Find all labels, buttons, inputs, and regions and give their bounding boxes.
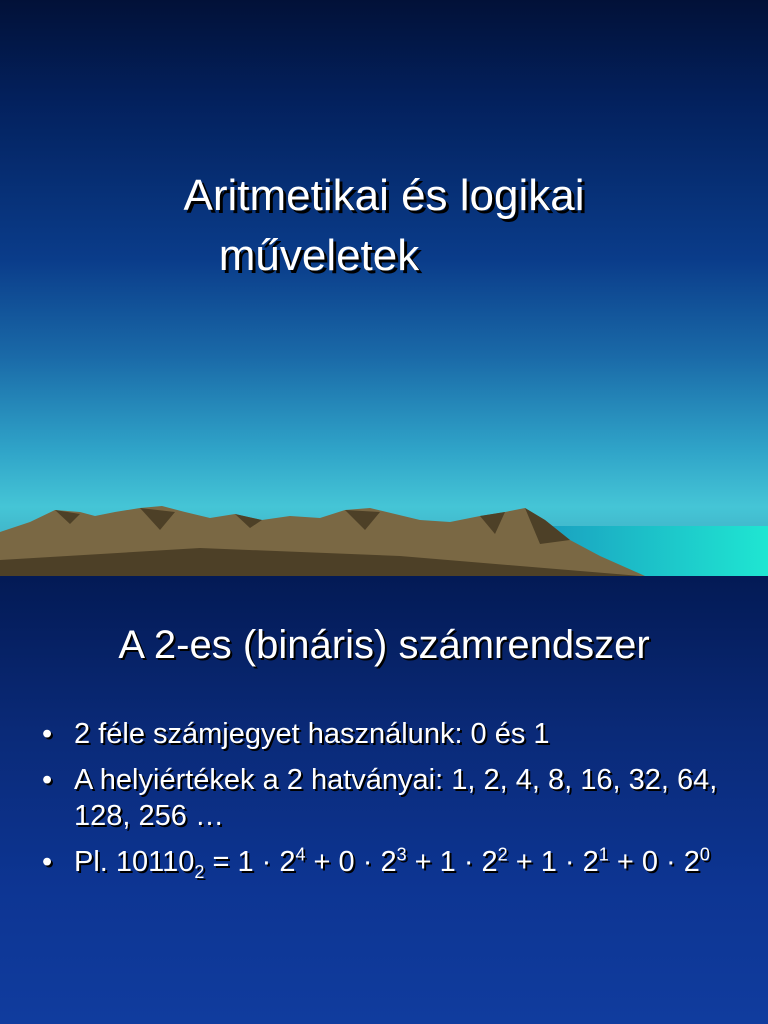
bullet-text: 2 féle számjegyet használunk: 0 és 1 bbox=[74, 718, 550, 750]
slide2-title: A 2-es (bináris) számrendszer bbox=[118, 623, 650, 667]
formula-exponent: 2 bbox=[497, 844, 508, 865]
bullet-item bbox=[42, 844, 742, 880]
bullet-dot: • bbox=[42, 846, 53, 878]
slide-title-line2: műveletek bbox=[218, 231, 420, 280]
formula-part: + 0 · 2 bbox=[608, 846, 700, 878]
bullet-item bbox=[42, 762, 742, 834]
formula-part: Pl. 10110 bbox=[74, 846, 195, 878]
formula-exponent: 4 bbox=[295, 844, 306, 865]
formula-subscript: 2 bbox=[194, 861, 205, 882]
bullet-item bbox=[42, 716, 742, 752]
formula-exponent: 0 bbox=[699, 844, 710, 865]
bullet-text: A helyiértékek a 2 hatványai: 1, 2, 4, 8, 16, 32, 64, 128, 256 … bbox=[74, 764, 718, 832]
formula-part: + 1 · 2 bbox=[507, 846, 599, 878]
formula-part: + 1 · 2 bbox=[406, 846, 498, 878]
bullet-dot: • bbox=[42, 764, 53, 796]
formula-part: + 0 · 2 bbox=[305, 846, 397, 878]
formula-part: = 1 · 2 bbox=[204, 846, 296, 878]
formula-exponent: 3 bbox=[396, 844, 407, 865]
formula-exponent: 1 bbox=[598, 844, 609, 865]
bullet-list bbox=[42, 716, 742, 890]
slide-title-line1: Aritmetikai és logikai bbox=[183, 171, 585, 220]
bullet-dot: • bbox=[42, 718, 53, 750]
content-slide bbox=[0, 576, 768, 1024]
bullet-text bbox=[74, 844, 710, 882]
